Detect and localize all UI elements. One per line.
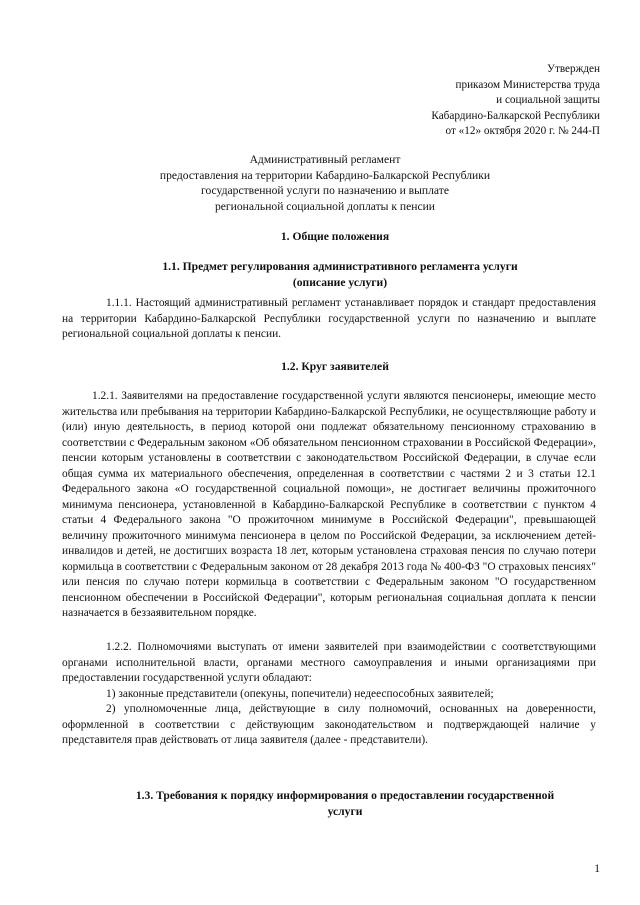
approval-line: Кабардино-Балкарской Республики [431, 109, 600, 122]
title-line: государственной услуги по назначению и выплате [201, 184, 449, 197]
approval-line: приказом Министерства труда [455, 78, 600, 91]
section-heading-general: 1. Общие положения [280, 230, 390, 243]
heading-line: услуги [327, 804, 363, 818]
section-heading-applicants: 1.2. Круг заявителей [281, 360, 389, 373]
section-heading-subject [100, 259, 580, 290]
paragraph-text: 1.2.2. Полномочиями выступать от имени заявителей при взаимодействии с соответствующими органами исполнительной власти, органами местного самоуправления и иными организациями при предоставлении государственной услуги обладают: [62, 641, 596, 684]
paragraph-1-2-2 [62, 640, 596, 749]
title-line: Административный регламент [249, 153, 401, 166]
paragraph-1-1-1 [62, 296, 596, 343]
list-item: 1) законные представители (опекуны, попечители) недееспособных заявителей; [106, 687, 494, 700]
page-number: 1 [594, 863, 600, 875]
list-item: 2) уполномоченные лица, действующие в силу полномочий, основанных на доверенности, оформленной в соответствии с действующим законодательством и подтверждающей наличие у представителя прав действовать от лица заявителя (далее - представители). [62, 703, 596, 746]
section-heading-informing [100, 788, 590, 819]
paragraph-text: 1.2.1. Заявителями на предоставление государственной услуги являются пенсионеры, имеющие место жительства или пребывания на территории Кабардино-Балкарской Республики, не осуществляющие работу и (или) иную деятельность, в период которой они подлежат обязательному пенсионному страхованию в соответствии с Федеральным законом «Об обязательном пенсионном страховании в Российской Федерации», пенсии которым установлены в соответствии с законодательством Российской Федерации, в случае если общая сумма их материального обеспечения, определенная в соответствии с частями 2 и 3 статьи 12.1 Федерального закона «О государственной социальной помощи», не достигает величины прожиточного минимума пенсионера, установленной в Кабардино-Балкарской Республике в соответствии с пунктом 4 статьи 4 Федерального закона "О прожиточном минимуме в Российской Федерации", превышающей величину прожиточного минимума пенсионера в целом по Российской Федерации, за исключением детей-инвалидов и детей, не достигших возраста 18 лет, которым установлена страховая пенсия по случаю потери кормильца в соответствии с Федеральным законом от 28 декабря 2013 года № 400-ФЗ "О страховых пенсиях" или пенсия по случаю потери кормильца в соответствии с Федеральным законом "О государственном пенсионном обеспечении в Российской Федерации", которым региональная социальная доплата к пенсии назначается в беззаявительном порядке. [62, 390, 596, 619]
heading-line: 1.3. Требования к порядку информирования о предоставлении государственной [135, 789, 555, 802]
approval-stamp [340, 62, 600, 140]
heading-line: 1.1. Предмет регулирования административного регламента услуги [162, 260, 518, 273]
paragraph-text: 1.1.1. Настоящий административный регламент устанавливает порядок и стандарт предоставления на территории Кабардино-Балкарской Республики государственной услуги по назначению и выплате региональной социальной доплаты к пенсии. [62, 297, 596, 340]
approval-line: от «12» октября 2020 г. № 244-П [445, 125, 600, 137]
title-line: предоставления на территории Кабардино-Балкарской Республики [159, 168, 491, 182]
title-line: региональной социальной доплаты к пенсии [214, 199, 436, 213]
approval-line: Утвержден [547, 63, 600, 75]
approval-line: и социальной защиты [496, 94, 600, 106]
heading-line: (описание услуги) [292, 275, 388, 289]
paragraph-1-2-1 [62, 389, 596, 622]
document-title [90, 152, 560, 214]
